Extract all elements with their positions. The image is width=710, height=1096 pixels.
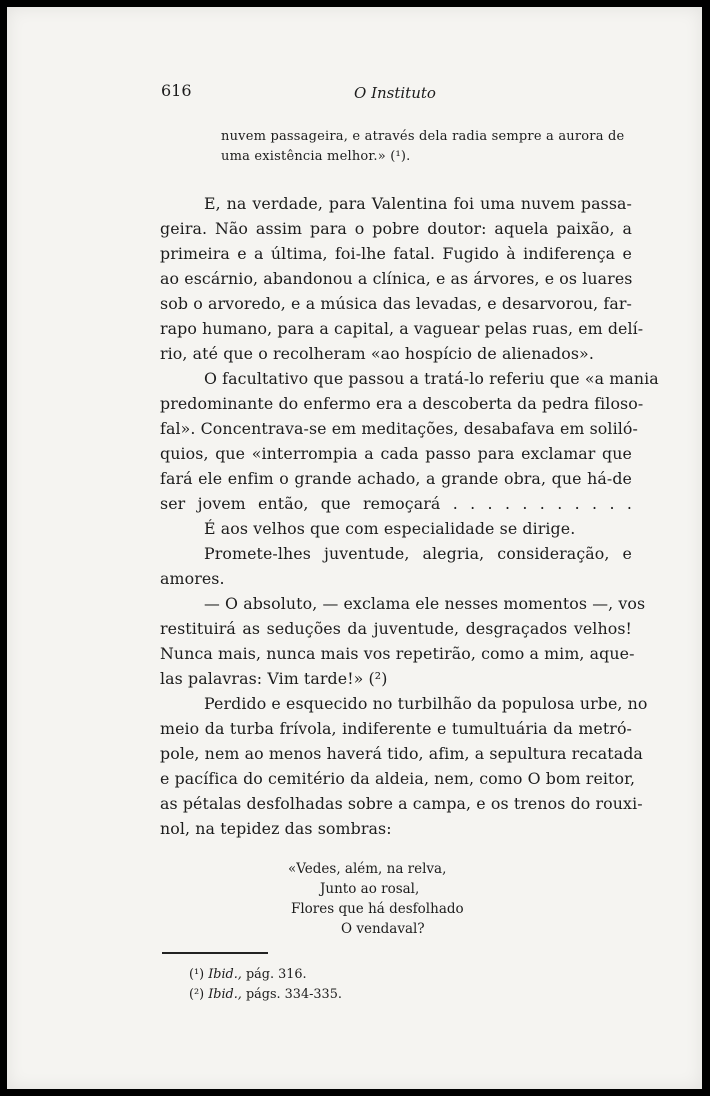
body-line: primeira e a última, foi-lhe fatal. Fugido à indiferença e [160, 244, 632, 263]
body-line: amores. [160, 569, 225, 588]
body-line: ser jovem então, que remoçará . . . . . . . . . . . [160, 494, 632, 513]
poem-line: «Vedes, além, na relva, [288, 861, 447, 877]
poem-line: Flores que há desfolhado [291, 901, 464, 917]
footnote-mark: (²) [189, 987, 205, 1002]
page-number: 616 [161, 81, 192, 100]
quote-line: nuvem passageira, e através dela radia sempre a aurora de [221, 129, 625, 144]
poem-line: O vendaval? [341, 921, 425, 937]
body-line: e pacífica do cemitério da aldeia, nem, como O bom reitor, [160, 769, 636, 788]
body-line: O facultativo que passou a tratá-lo referiu que «a mania [204, 369, 659, 388]
body-line: meio da turba frívola, indiferente e tumultuária da metró- [160, 719, 632, 738]
body-line: sob o arvoredo, e a música das levadas, e desarvorou, far- [160, 294, 632, 313]
book-page [7, 7, 702, 1089]
body-line: rapo humano, para a capital, a vaguear pelas ruas, em delí- [160, 319, 644, 338]
body-line: restituirá as seduções da juventude, desgraçados velhos! [160, 619, 632, 638]
footnote-text: pág. 316. [245, 967, 307, 982]
footnote-mark: (¹) [189, 967, 205, 982]
body-line: É aos velhos que com especialidade se dirige. [204, 519, 576, 538]
footnote-text: págs. 334-335. [245, 987, 342, 1002]
body-line: Promete-lhes juventude, alegria, consideração, e [204, 544, 632, 563]
body-line: fará ele enfim o grande achado, a grande obra, que há-de [160, 469, 632, 488]
body-line: fal». Concentrava-se em meditações, desabafava em soliló- [160, 419, 638, 438]
body-line: E, na verdade, para Valentina foi uma nuvem passa- [204, 194, 632, 213]
footnote [189, 967, 307, 982]
body-line: ao escárnio, abandonou a clínica, e as árvores, e os luares [160, 269, 633, 288]
body-line: las palavras: Vim tarde!» (²) [160, 669, 388, 688]
footnote-separator [162, 952, 268, 954]
body-line: Nunca mais, nunca mais vos repetirão, como a mim, aque- [160, 644, 635, 663]
poem-line: Junto ao rosal, [320, 881, 420, 897]
quote-line: uma existência melhor.» (¹). [221, 149, 411, 164]
running-title: O Instituto [354, 84, 436, 102]
body-line: quios, que «interrompia a cada passo para exclamar que [160, 444, 632, 463]
body-line: geira. Não assim para o pobre doutor: aquela paixão, a [160, 219, 632, 238]
body-line: rio, até que o recolheram «ao hospício de alienados». [160, 344, 594, 363]
footnote [189, 987, 342, 1002]
footnote-ref: Ibid., [208, 967, 242, 982]
footnote-ref: Ibid., [208, 987, 242, 1002]
body-line: as pétalas desfolhadas sobre a campa, e os trenos do rouxi- [160, 794, 643, 813]
body-line: Perdido e esquecido no turbilhão da populosa urbe, no [204, 694, 648, 713]
body-line: — O absoluto, — exclama ele nesses momentos —, vos [204, 594, 646, 613]
body-line: pole, nem ao menos haverá tido, afim, a sepultura recatada [160, 744, 643, 763]
body-line: nol, na tepidez das sombras: [160, 819, 392, 838]
body-line: predominante do enfermo era a descoberta da pedra filoso- [160, 394, 644, 413]
